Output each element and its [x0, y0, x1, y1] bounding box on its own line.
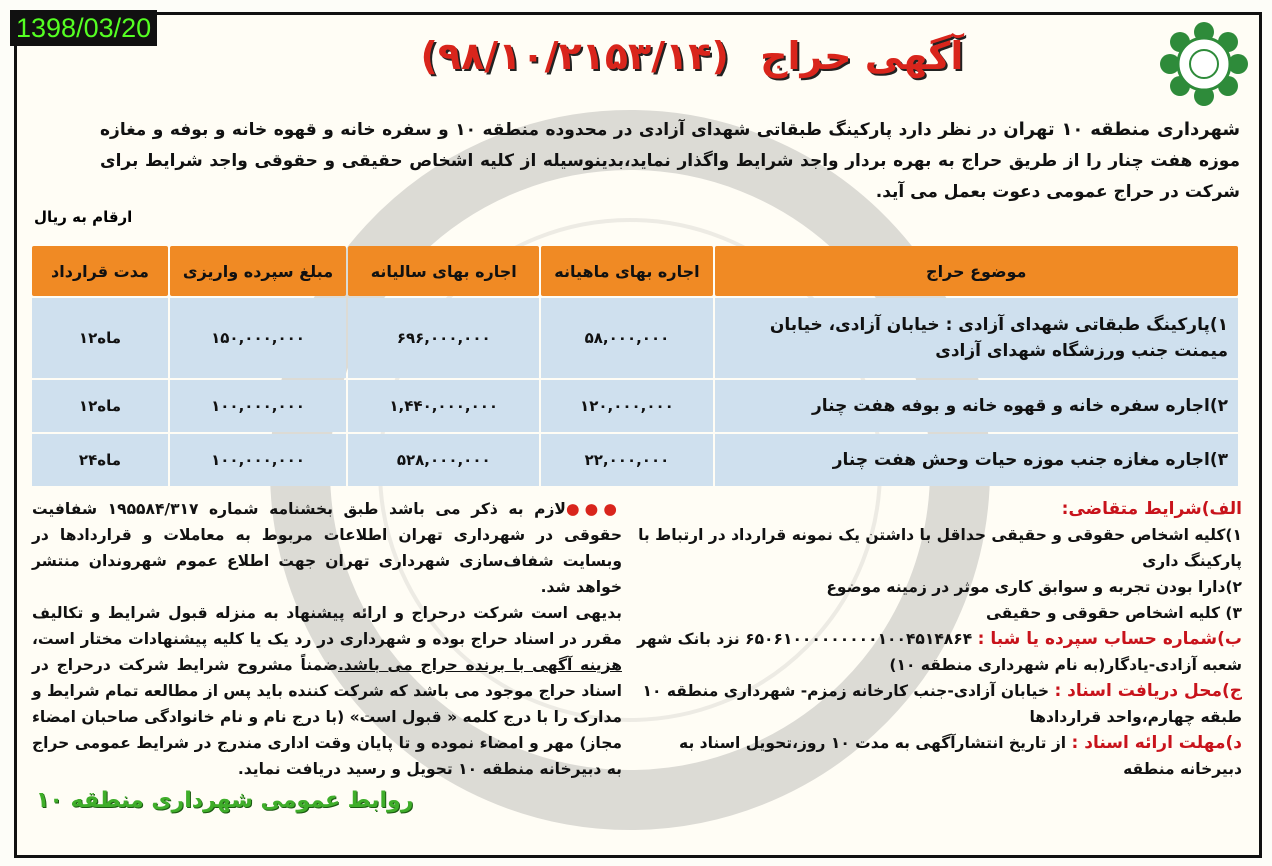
- intro-lead: شهرداری منطقه ۱۰ تهران: [1003, 119, 1241, 140]
- cell-monthly-rent: ۵۸,۰۰۰,۰۰۰: [541, 298, 712, 378]
- cell-monthly-rent: ۲۲,۰۰۰,۰۰۰: [541, 434, 712, 486]
- header-annual-rent: اجاره بهای سالیانه: [348, 246, 539, 296]
- docs-text: خیابان آزادی-جنب کارخانه زمزم- شهرداری منطقه ۱۰ طبقه چهارم،واحد قراردادها: [642, 682, 1242, 726]
- cell-monthly-rent: ۱۲۰,۰۰۰,۰۰۰: [541, 380, 712, 432]
- public-relations-signature: روابط عمومی شهرداری منطقه ۱۰: [36, 788, 414, 813]
- cell-duration: ۱۲ماه: [32, 380, 168, 432]
- bullet-dots-icon: ●●●: [565, 500, 622, 518]
- header-topic: موضوع حراج: [715, 246, 1238, 296]
- cell-duration: ۲۴ماه: [32, 434, 168, 486]
- table-row: [32, 380, 1238, 432]
- table-row: [32, 298, 1238, 378]
- account-label: ب)شماره حساب سپرده یا شبا :: [977, 629, 1242, 649]
- condition-item-3: ۳) کلیه اشخاص حقوقی و حقیقی: [985, 604, 1242, 622]
- note-paragraph-1: لازم به ذکر می باشد طبق بخشنامه شماره ۱۹۵۵۸۴/۳۱۷ شفافیت حقوقی در شهرداری تهران اطلاعات مربوط به معاملات و قراردادها در وبسایت شفاف‌سازی شهرداری تهران جهت اطلاع عموم شهروندان منتشر خواهد شد.: [32, 500, 622, 596]
- deadline-label: د)مهلت ارائه اسناد :: [1071, 733, 1242, 753]
- intro-paragraph: [100, 114, 1240, 208]
- table-header-row: [32, 246, 1238, 296]
- cell-annual-rent: ۵۲۸,۰۰۰,۰۰۰: [348, 434, 539, 486]
- note-ad-cost: هزینه آگهی با برنده حراج می باشد.: [338, 656, 622, 674]
- date-stamp: 1398/03/20: [10, 10, 157, 46]
- ad-title: [342, 34, 1042, 78]
- cell-topic: ۱)پارکینگ طبقاتی شهدای آزادی : خیابان آزادی، خیابان میمنت جنب ورزشگاه شهدای آزادی: [715, 298, 1238, 378]
- conditions-column: [632, 496, 1242, 782]
- condition-item-1: ۱)کلیه اشخاص حقوقی و حقیقی حداقل با داشتن یک نمونه قرارداد در ارتباط با پارکینگ داری: [638, 526, 1242, 570]
- condition-item-2: ۲)دارا بودن تجربه و سوابق کاری موثر در زمینه موضوع: [826, 578, 1242, 596]
- intro-text: در نظر دارد پارکینگ طبقاتی شهدای آزادی در محدوده منطقه ۱۰ و سفره خانه و قهوه خانه و بوفه و مغازه موزه هفت چنار را از طریق حراج به بهره بردار واجد شرایط واگذار نماید،بدینوسیله از کلیه اشخاص حقیقی و حقوقی واجد شرایط برای شرکت در حراج عمومی دعوت بعمل می آید.: [100, 120, 1240, 202]
- cell-annual-rent: ۶۹۶,۰۰۰,۰۰۰: [348, 298, 539, 378]
- cell-annual-rent: ۱,۴۴۰,۰۰۰,۰۰۰: [348, 380, 539, 432]
- header-monthly-rent: اجاره بهای ماهیانه: [541, 246, 712, 296]
- cell-topic: ۲)اجاره سفره خانه و قهوه خانه و بوفه هفت چنار: [715, 380, 1238, 432]
- table-row: [32, 434, 1238, 486]
- notes-column: [32, 496, 622, 782]
- conditions-heading: الف)شرایط متقاضی:: [1061, 499, 1242, 519]
- cell-duration: ۱۲ماه: [32, 298, 168, 378]
- cell-topic: ۳)اجاره مغازه جنب موزه حیات وحش هفت چنار: [715, 434, 1238, 486]
- cell-deposit: ۱۵۰,۰۰۰,۰۰۰: [170, 298, 346, 378]
- title-number: (۹۸/۱۰/۲۱۵۳/۱۴): [420, 34, 729, 78]
- cell-deposit: ۱۰۰,۰۰۰,۰۰۰: [170, 380, 346, 432]
- deadline-text: از تاریخ انتشارآگهی به مدت ۱۰ روز،تحویل اسناد به دبیرخانه منطقه: [679, 734, 1242, 778]
- header-duration: مدت قرارداد: [32, 246, 168, 296]
- account-text: ۶۵۰۶۱۰۰۰۰۰۰۰۰۰۱۰۰۴۵۱۴۸۶۴ نزد بانک شهر شعبه آزادی-یادگار(به نام شهرداری منطقه ۱۰): [637, 630, 1242, 674]
- note-paragraph-2a: بدیهی است شرکت درحراج و ارائه پیشنهاد به منزله قبول شرایط و تکالیف مقرر در اسناد حراج بوده و شهرداری در رد یک یا کلیه پیشنهادات مختار است،: [32, 604, 622, 648]
- tehran-municipality-logo-icon: [1158, 20, 1250, 106]
- docs-label: ج)محل دریافت اسناد :: [1054, 681, 1242, 701]
- title-word: آگهی حراج: [760, 34, 964, 78]
- cell-deposit: ۱۰۰,۰۰۰,۰۰۰: [170, 434, 346, 486]
- auction-table: [30, 244, 1240, 488]
- units-note: ارقام به ریال: [34, 208, 133, 226]
- header-deposit: مبلغ سپرده واریزی: [170, 246, 346, 296]
- note-paragraph-2b: ضمناً مشروح شرایط شرکت درحراج در اسناد حراج موجود می باشد که شرکت کننده باید پس از مطالعه تمام شرایط و مدارک را با درج کلمه « قبول است» (با درج نام و نام خانوادگی صاحبان امضاء مجاز) مهر و امضاء نموده و تا پایان وقت اداری مندرج در شرایط عمومی حراج به دبیرخانه منطقه ۱۰ تحویل و رسید دریافت نماید.: [32, 656, 622, 778]
